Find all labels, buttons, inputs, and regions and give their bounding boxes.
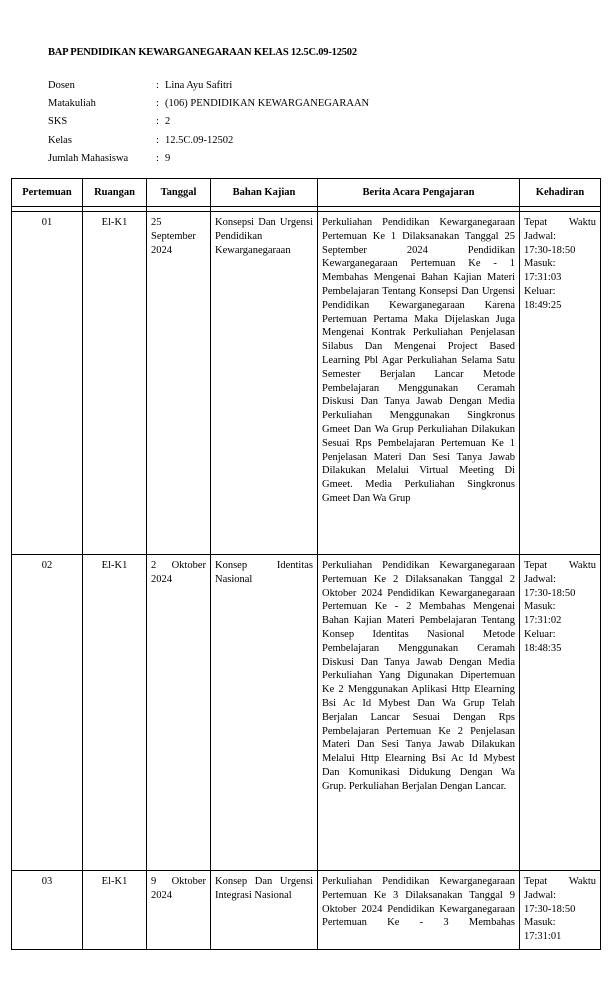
course-info: [48, 77, 369, 168]
kehadiran-status: Tepat Waktu: [524, 560, 596, 571]
info-separator: :: [156, 152, 159, 164]
info-separator: :: [156, 116, 159, 128]
bap-table: [11, 178, 601, 950]
masuk-label: Masuk:: [524, 601, 556, 613]
cell-berita-acara: Perkuliahan Pendidikan Kewarganegaraan Pertemuan Ke 3 Dilaksanakan Tanggal 9 Oktober 2024 Pendidikan Kewarganegaraan Pertemuan Ke - 3 Membahas: [318, 871, 520, 950]
info-separator: :: [156, 80, 159, 91]
info-row-matakuliah: [48, 95, 369, 113]
masuk-value: 17:31:02: [524, 615, 562, 627]
info-value-sks: 2: [165, 116, 171, 128]
cell-tanggal: 2 Oktober 2024: [147, 555, 211, 871]
cell-tanggal: 9 Oktober 2024: [147, 871, 211, 950]
table-row: [12, 212, 601, 555]
jadwal-value: 17:30-18:50: [524, 244, 576, 256]
kehadiran-status: Tepat Waktu: [524, 217, 596, 228]
cell-tanggal: 25 September 2024: [147, 212, 211, 555]
header-bahan-kajian: Bahan Kajian: [211, 179, 318, 207]
jadwal-value: 17:30-18:50: [524, 903, 576, 915]
cell-pertemuan: 03: [12, 871, 83, 950]
info-row-kelas: [48, 132, 369, 150]
jadwal-label: Jadwal:: [524, 573, 557, 585]
cell-ruangan: El-K1: [83, 212, 147, 555]
jadwal-label: Jadwal:: [524, 889, 557, 901]
info-label: SKS: [48, 116, 68, 128]
info-value-dosen: Lina Ayu Safitri: [165, 80, 233, 91]
info-separator: :: [156, 98, 159, 110]
cell-bahan-kajian: Konsepsi Dan Urgensi Pendidikan Kewarganegaraan: [211, 212, 318, 555]
info-label: Kelas: [48, 134, 72, 146]
cell-kehadiran: [520, 871, 601, 950]
masuk-label: Masuk:: [524, 258, 556, 270]
info-label: Jumlah Mahasiswa: [48, 152, 129, 164]
cell-pertemuan: 02: [12, 555, 83, 871]
info-value-matakuliah: (106) PENDIDIKAN KEWARGANEGARAAN: [165, 98, 370, 110]
info-value-jumlah-mahasiswa: 9: [165, 152, 171, 164]
keluar-value: 18:49:25: [524, 299, 562, 311]
table-row: [12, 555, 601, 871]
cell-bahan-kajian: Konsep Dan Urgensi Integrasi Nasional: [211, 871, 318, 950]
header-pertemuan: Pertemuan: [12, 179, 83, 207]
header-tanggal: Tanggal: [147, 179, 211, 207]
masuk-value: 17:31:01: [524, 931, 562, 943]
cell-kehadiran: [520, 212, 601, 555]
header-kehadiran: Kehadiran: [520, 179, 601, 207]
cell-bahan-kajian: Konsep Identitas Nasional: [211, 555, 318, 871]
table-row: [12, 871, 601, 950]
kehadiran-status: Tepat Waktu: [524, 876, 596, 887]
cell-berita-acara: Perkuliahan Pendidikan Kewarganegaraan Pertemuan Ke 2 Dilaksanakan Tanggal 2 Oktober 2024 Pendidikan Kewarganegaraan Pertemuan Ke - 2 Membahas Mengenai Bahan Kajian Materi Pembelajaran Tentang Konsep Identitas Nasional Metode Pembelajaran Menggunakan Ceramah Diskusi Dan Tanya Jawab Dengan Media Perkuliahan Yang Digunakan Dipertemuan Ke 2 Menggunakan Aplikasi Http Elearning Bsi Ac Id Mybest Dan Wa Grup Telah Berjalan Lancar Sesuai Dengan Rps Pembelajaran Pertemuan Ke 2 Penjelasan Materi Dan Sesi Tanya Jawab Dilakukan Melalui Http Elearning Bsi Ac Id Mybest Dan Komunikasi Didukung Dengan Wa Grup. Perkuliahan Berjalan Dengan Lancar.: [318, 555, 520, 871]
masuk-label: Masuk:: [524, 917, 556, 929]
cell-pertemuan: 01: [12, 212, 83, 555]
info-label: Dosen: [48, 80, 75, 91]
keluar-value: 18:48:35: [524, 642, 562, 654]
page-title: BAP PENDIDIKAN KEWARGANEGARAAN KELAS 12.5C.09-12502: [48, 47, 357, 58]
table-header-row: [12, 179, 601, 207]
info-row-dosen: [48, 77, 369, 95]
cell-berita-acara: Perkuliahan Pendidikan Kewarganegaraan Pertemuan Ke 1 Dilaksanakan Tanggal 25 September 2024 Pendidikan Kewarganegaraan Pertemuan Ke - 1 Membahas Mengenai Bahan Kajian Materi Pembelajaran Tentang Konsepsi Dan Urgensi Pendidikan Kewarganegaraan Karena Pertemuan Pertama Maka Dijelaskan Juga Mengenai Kontrak Perkuliahan Penjelasan Silabus Dan Mengenai Project Based Learning Pbl Agar Perkuliahan Selama Satu Semester Berjalan Lancar Metode Pembelajaran Menggunakan Ceramah Diskusi Dan Tanya Jawab Dengan Media Perkuliahan Menggunakan Singkronus Gmeet Dan Wa Grup Perkuliahan Dilakukan Sesuai Rps Pembelajaran Pertemuan Ke 1 Penjelasan Materi Dan Sesi Tanya Jawab Dilakukan Melalui Virtual Meeting Di Gmeet. Media Perkuliahan Singkronus Gmeet Dan Wa Grup: [318, 212, 520, 555]
masuk-value: 17:31:03: [524, 272, 562, 284]
jadwal-value: 17:30-18:50: [524, 587, 576, 599]
jadwal-label: Jadwal:: [524, 230, 557, 242]
keluar-label: Keluar:: [524, 285, 556, 297]
info-separator: :: [156, 134, 159, 146]
header-ruangan: Ruangan: [83, 179, 147, 207]
keluar-label: Keluar:: [524, 628, 556, 640]
info-value-kelas: 12.5C.09-12502: [165, 134, 234, 146]
info-label: Matakuliah: [48, 98, 96, 110]
info-row-jumlah-mahasiswa: [48, 150, 369, 168]
cell-kehadiran: [520, 555, 601, 871]
header-berita-acara: Berita Acara Pengajaran: [318, 179, 520, 207]
cell-ruangan: El-K1: [83, 871, 147, 950]
info-row-sks: [48, 113, 369, 131]
cell-ruangan: El-K1: [83, 555, 147, 871]
